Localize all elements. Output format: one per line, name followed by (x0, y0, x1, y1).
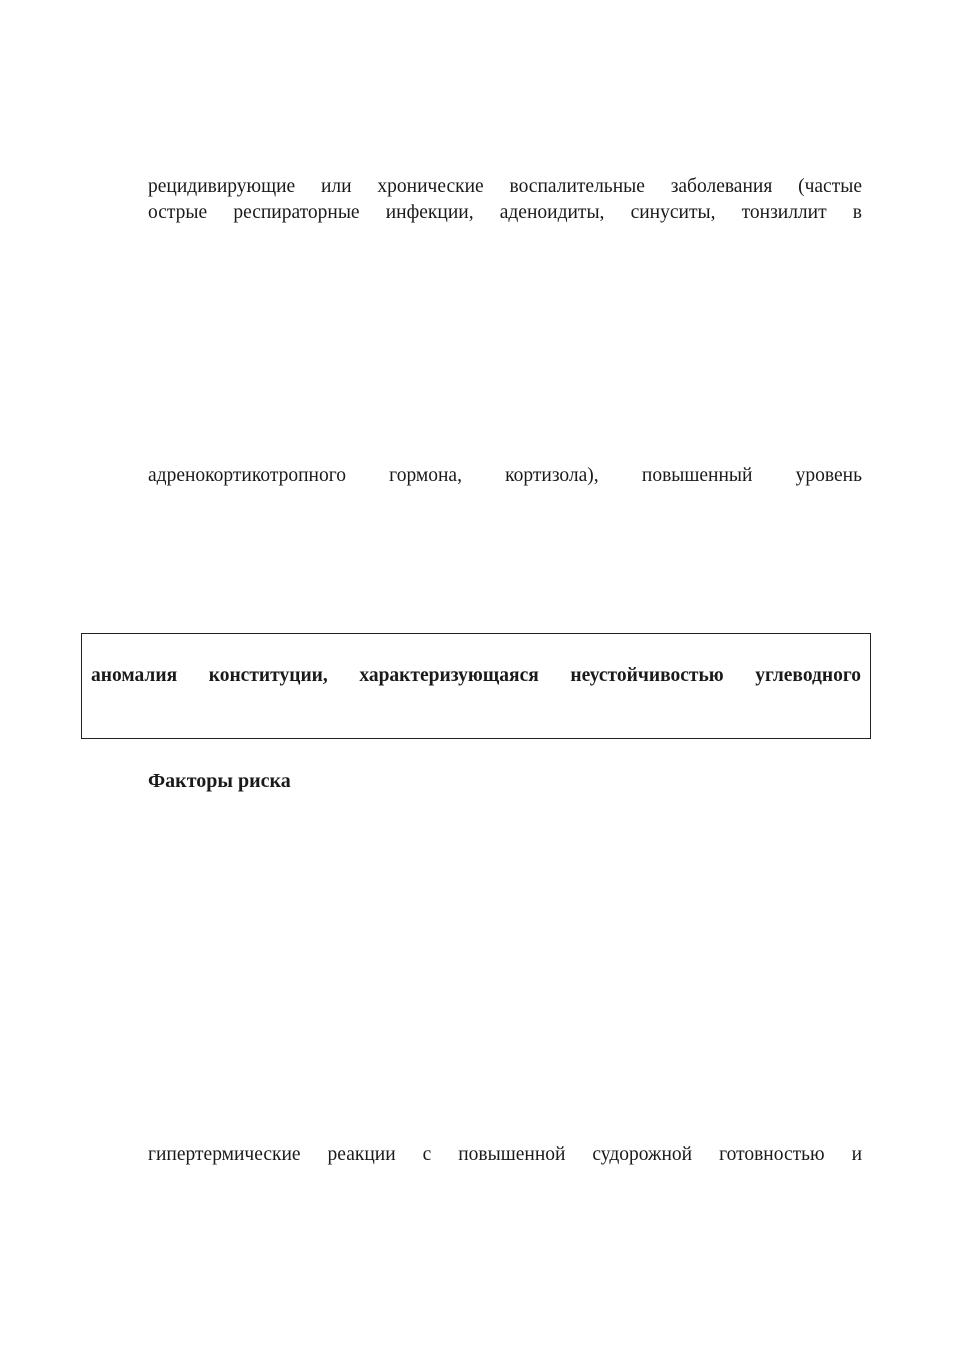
text-line-hormones: адренокортикотропного гормона, кортизола), повышенный уровень (148, 465, 862, 486)
text-line-recurrent-diseases: рецидивирующие или хронические воспалительные заболевания (частые (148, 176, 862, 197)
text-line-hyperthermic-reactions: гипертермические реакции с повышенной судорожной готовностью и (148, 1144, 862, 1165)
definition-box (81, 633, 871, 739)
definition-text: аномалия конституции, характеризующаяся неустойчивостью углеводного (91, 665, 861, 686)
text-line-respiratory-infections: острые респираторные инфекции, аденоидиты, синуситы, тонзиллит в (148, 202, 862, 223)
section-heading-risk-factors: Факторы риска (148, 770, 291, 792)
